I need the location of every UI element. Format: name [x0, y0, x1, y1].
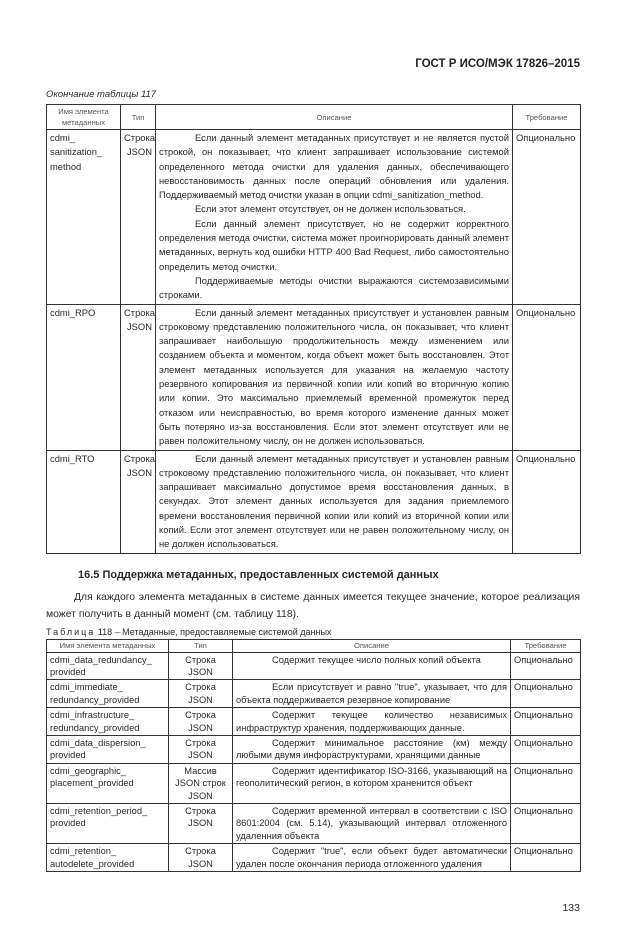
column-header-type: Тип [169, 639, 233, 652]
type-cell: Строка JSON [169, 652, 233, 680]
table-header-row [47, 639, 581, 652]
requirement-cell: Опционально [513, 450, 581, 553]
column-header-description: Описание [156, 105, 513, 130]
description-cell [233, 652, 511, 680]
requirement-cell: Опционально [511, 844, 581, 872]
description-cell [233, 763, 511, 803]
table-row [47, 304, 581, 450]
table-caption-title: 118 – Метаданные, предоставляемые системой данных [95, 626, 332, 637]
type-cell: Строка JSON [121, 130, 156, 305]
requirement-cell: Опционально [511, 763, 581, 803]
description-text: Содержит текущее количество независимых инфраструктур хранения, поддерживающих данные. [236, 710, 507, 733]
column-header-name: Имя элемента метаданных [47, 639, 169, 652]
table-caption-label: Таблица [46, 626, 96, 637]
table-row [47, 708, 581, 736]
table-continuation-label: Окончание таблицы 117 [46, 89, 157, 100]
page-number: 133 [562, 902, 580, 915]
element-name-cell: cdmi_retention_period_ provided [47, 804, 169, 844]
description-text: Содержит текущее число полных копий объекта [272, 654, 481, 665]
requirement-cell: Опционально [511, 708, 581, 736]
type-cell: Строка JSON [169, 680, 233, 708]
description-paragraph: Если данный элемент присутствует, но не содержит корректного определения метода очистки, система может проигнорировать данный элемент метаданных, вернуть код ошибки HTTP 400 Bad Request, либо самостоятельно определить метод очистки. [159, 217, 509, 272]
description-cell [233, 804, 511, 844]
table-row [47, 130, 581, 305]
requirement-cell: Опционально [513, 130, 581, 305]
requirement-cell: Опционально [511, 804, 581, 844]
column-header-description: Описание [233, 639, 511, 652]
section-heading: 16.5 Поддержка метаданных, предоставленных системой данных [78, 568, 439, 581]
element-name-cell: cdmi_infrastructure_ redundancy_provided [47, 708, 169, 736]
description-paragraph: Если данный элемент метаданных присутствует и установлен равным строковому представлению положительного числа, он показывает, что клиент запрашивает максимально допустимое время восстановления данных, в секундах. Этот элемент данных используется для задания приемлемого времени восстановления первичной копии или копий из вторичной копии или копий. Если этот элемент отсутствует или не равен положительному числу, он не должен использоваться. [159, 452, 509, 550]
table-row [47, 680, 581, 708]
column-header-name: Имя элемента метаданных [47, 105, 121, 130]
description-cell [233, 708, 511, 736]
description-paragraph: Если данный элемент метаданных присутствует и установлен равным строковому представлению положительного числа, он показывает, что клиент запрашивает наибольшую продолжительность между изменением или созданием объекта и моментом, когда объект может быть восстановлен. Этот элемент метаданных используется для указания на желаемую частоту резервного копирования из первичной копии или копий во вторичную копию или копии. Это максимально приемлемый временной промежуток перед отказом или неисправностью, во время которого изменение данных может быть потеряно из-за восстановления. Если этот элемент отсутствует или не равен положительному числу, он не должен использоваться. [159, 306, 509, 447]
column-header-type: Тип [121, 105, 156, 130]
description-paragraph: Если данный элемент метаданных присутствует и не является пустой строкой, он показывает, что клиент запрашивает использование системой определенного метода очистки для удаления данных, обеспечивающего невосстановимость данных после операций обновления или удаления. Поддерживаемый метод очистки указан в опции cdmi_sanitization_method. [159, 132, 509, 201]
description-text: Содержит идентификатор ISO-3166, указывающий на геополитический регион, в котором храненится объект [236, 765, 507, 789]
document-header: ГОСТ Р ИСО/МЭК 17826–2015 [415, 58, 580, 70]
description-text: Если присутствует и равно "true", указывает, что для объекта поддерживается резервное копирование [236, 682, 507, 705]
table-row [47, 763, 581, 803]
element-name-cell: cdmi_geographic_ placement_provided [47, 763, 169, 803]
element-name-cell: cdmi_data_dispersion_ provided [47, 736, 169, 764]
table-caption [46, 626, 580, 638]
description-cell [233, 844, 511, 872]
type-cell: Строка JSON [169, 844, 233, 872]
description-cell [156, 130, 513, 305]
description-text: Содержит временной интервал в соответствии с ISO 8601:2004 (см. 5.14), указывающий интервал отложенного удаленния объекта [236, 806, 507, 841]
requirement-cell: Опционально [511, 680, 581, 708]
type-cell: Строка JSON [169, 736, 233, 764]
description-paragraph: Поддерживаемые методы очистки выражаются системозависимыми строками. [159, 274, 509, 301]
table-117 [46, 104, 581, 554]
table-118 [46, 639, 581, 873]
element-name-cell: cdmi_retention_ autodelete_provided [47, 844, 169, 872]
description-cell [156, 450, 513, 553]
description-cell [156, 304, 513, 450]
requirement-cell: Опционально [513, 304, 581, 450]
type-cell: Строка JSON [169, 708, 233, 736]
element-name-cell: cdmi_data_redundancy_ provided [47, 652, 169, 680]
table-row [47, 736, 581, 764]
table-row [47, 652, 581, 680]
element-name-cell: cdmi_RTO [47, 450, 121, 553]
table-row [47, 804, 581, 844]
table-row [47, 450, 581, 553]
type-cell: Строка JSON [169, 804, 233, 844]
description-text: Содержит "true", если объект будет автоматически удален после окончания периода отложенного удаления [236, 846, 507, 869]
description-cell [233, 680, 511, 708]
column-header-requirement: Требование [511, 639, 581, 652]
column-header-requirement: Требование [513, 105, 581, 130]
table-header-row [47, 105, 581, 130]
type-cell: Строка JSON [121, 450, 156, 553]
type-cell: Строка JSON [121, 304, 156, 450]
requirement-cell: Опционально [511, 652, 581, 680]
description-cell [233, 736, 511, 764]
element-name-cell: cdmi_immediate_ redundancy_provided [47, 680, 169, 708]
description-paragraph: Если этот элемент отсутствует, он не должен использоваться. [195, 203, 466, 215]
element-name-cell: cdmi_RPO [47, 304, 121, 450]
table-row [47, 844, 581, 872]
type-cell: Массив JSON строк JSON [169, 763, 233, 803]
requirement-cell: Опционально [511, 736, 581, 764]
description-text: Содержит минимальное расстояние (км) между любыми двумя инфораструктурами, хранящими данные [236, 738, 507, 761]
element-name-cell: cdmi_ sanitization_ method [47, 130, 121, 305]
section-paragraph: Для каждого элемента метаданных в системе данных имеется текущее значение, которое реализация может получить в данный момент (см. таблицу 118). [46, 591, 580, 620]
